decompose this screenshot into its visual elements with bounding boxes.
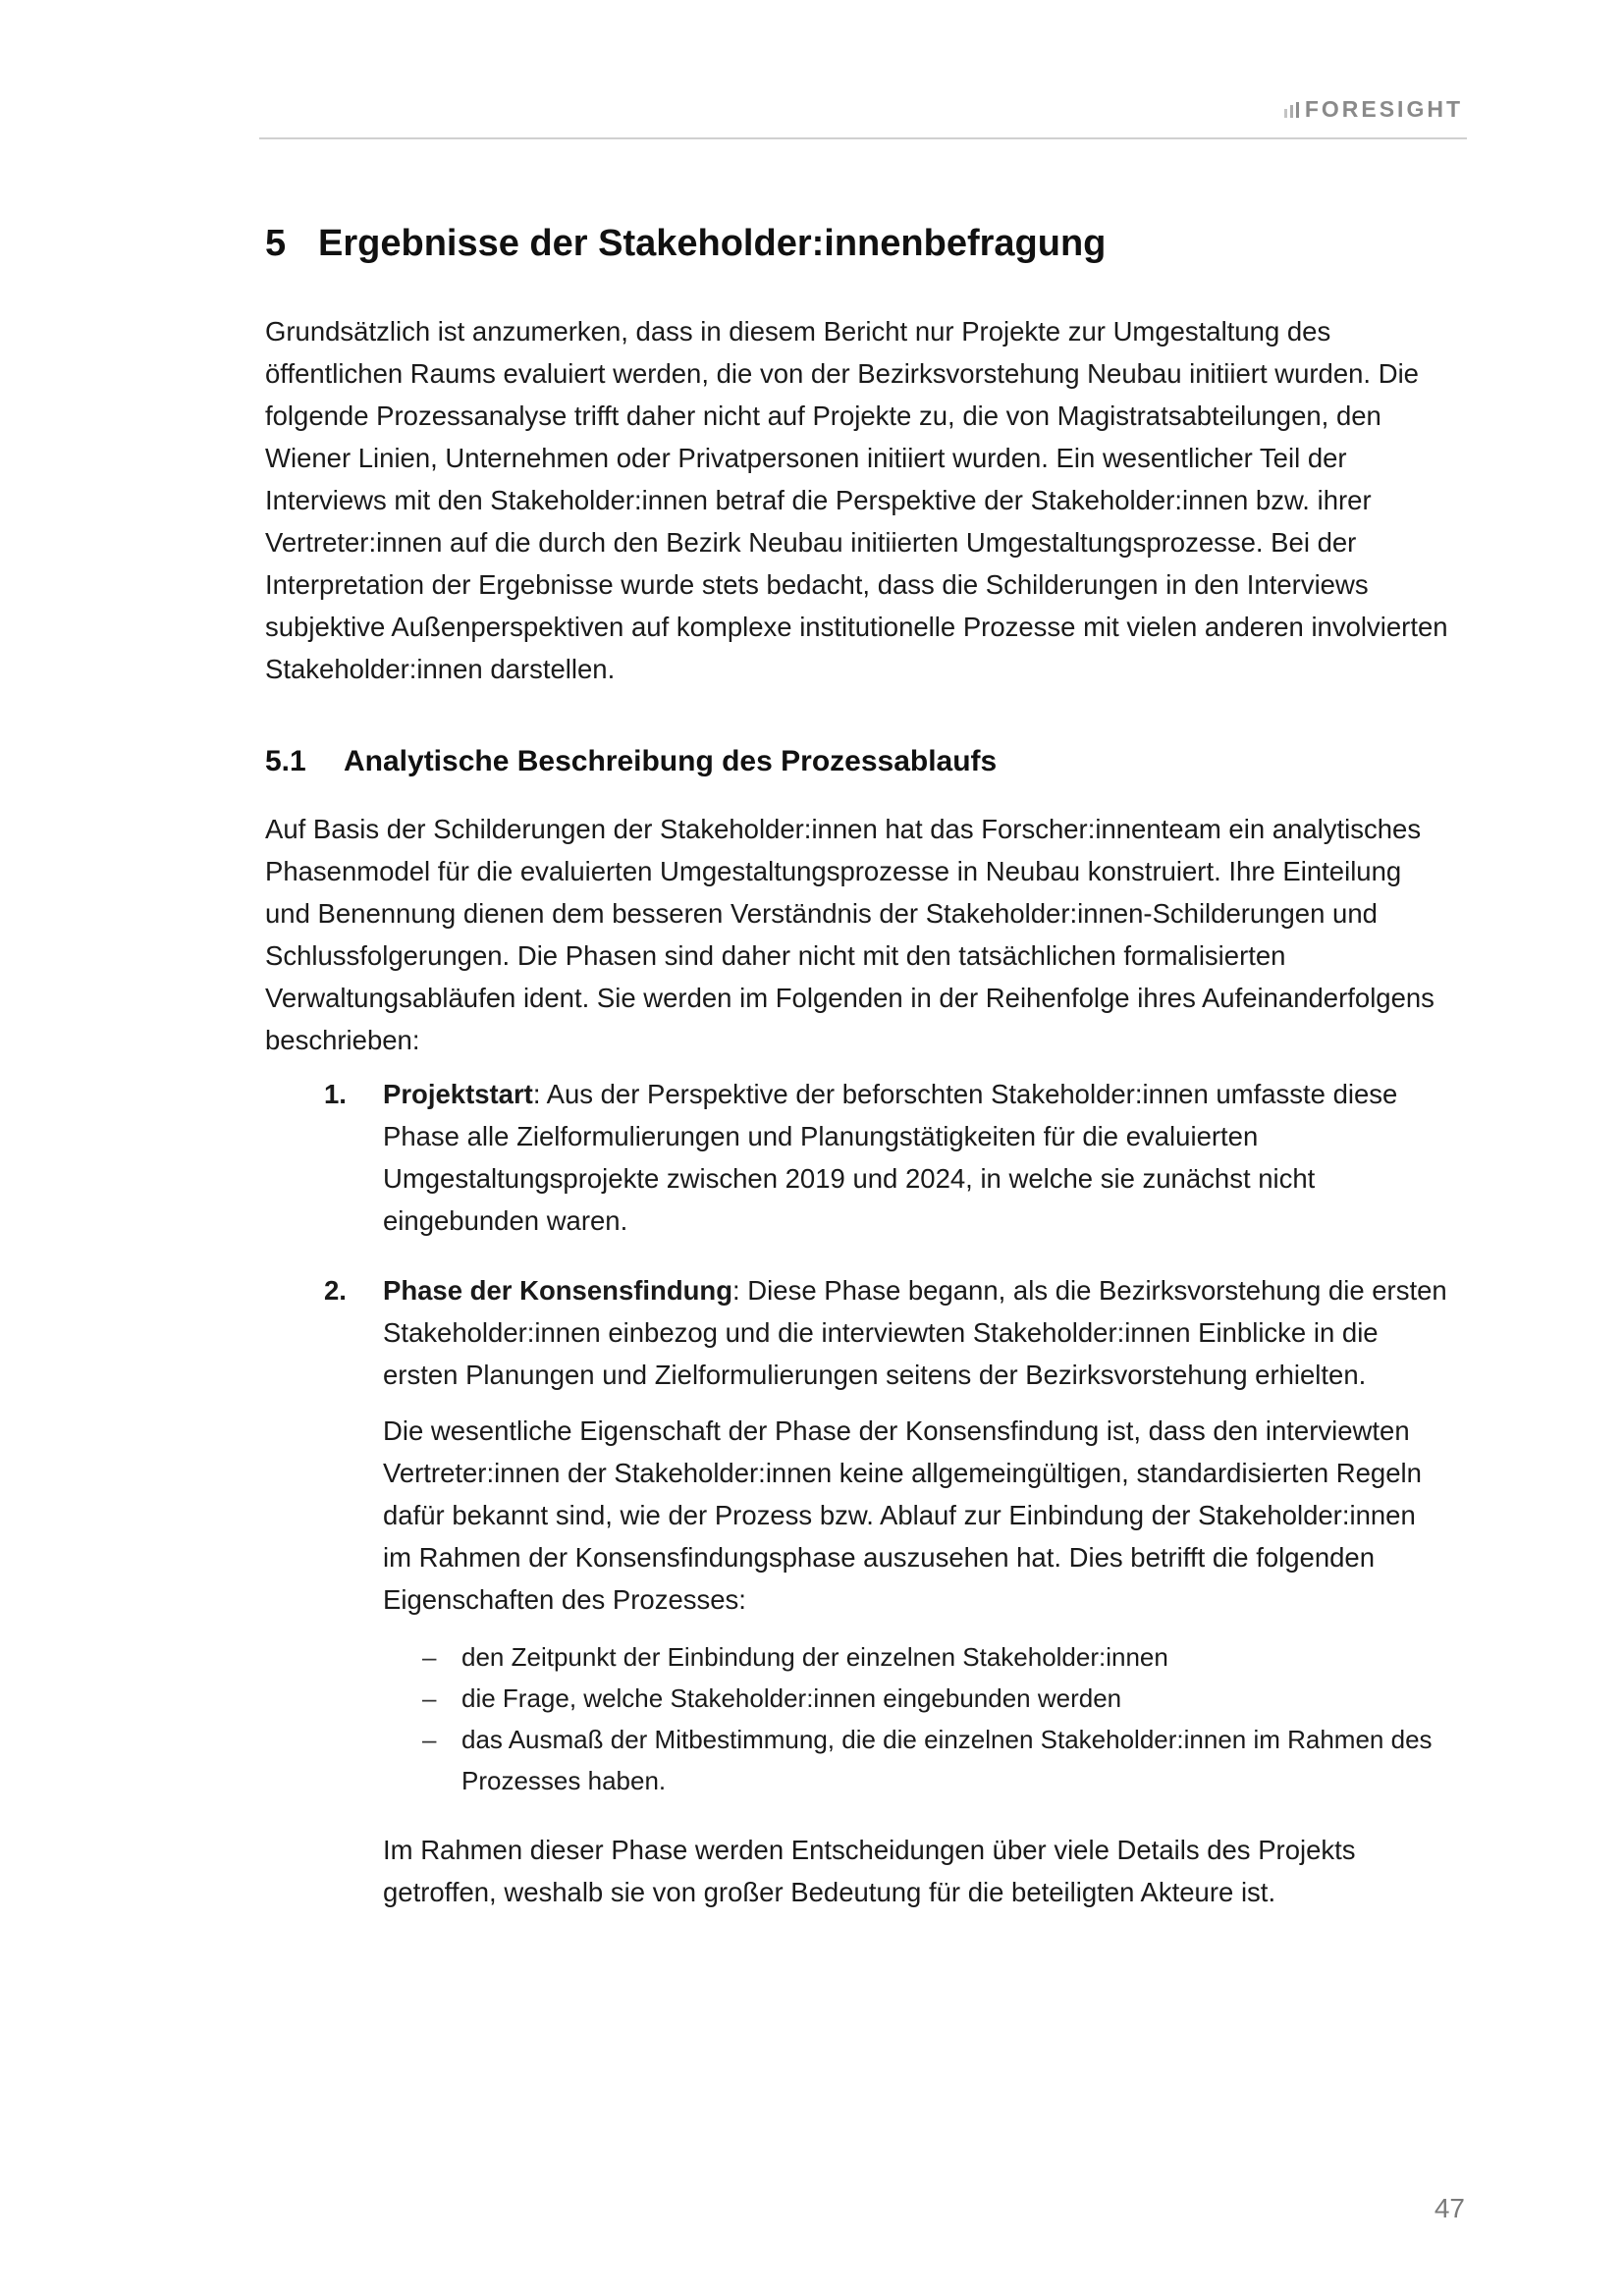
chapter-title: Ergebnisse der Stakeholder:innenbefragung [318,223,1107,264]
dash-bullet-icon: – [422,1725,437,1754]
phase-term: Phase der Konsensfindung [383,1275,733,1306]
section-title: Analytische Beschreibung des Prozessablaufs [344,745,998,777]
phase-item [324,1269,1451,1913]
list-item: – das Ausmaß der Mitbestimmung, die die einzelnen Stakeholder:innen im Rahmen des Prozesses haben. [383,1719,1451,1801]
page-header [259,94,1467,139]
list-item: – die Frage, welche Stakeholder:innen eingebunden werden [383,1678,1451,1719]
document-body [265,214,1451,1941]
brand-name: FORESIGHT [1304,96,1463,122]
phase-detail-paragraph: Die wesentliche Eigenschaft der Phase der Konsensfindung ist, dass den interviewten Vertreter:innen der Stakeholder:innen keine allgemeingültigen, standardisierten Regeln dafür bekannt sind, wie der Prozess bzw. Ablauf zur Einbindung der Stakeholder:innen im Rahmen der Konsensfindungsphase auszusehen hat. Dies betrifft die folgenden Eigenschaften des Prozesses: [383,1415,1422,1615]
property-list [383,1636,1451,1801]
page-number: 47 [1434,2193,1465,2223]
chapter-number: 5 [265,223,287,264]
section-number: 5.1 [265,745,306,777]
phase-text: : Diese Phase begann, als die Bezirksvorstehung die ersten Stakeholder:innen einbezog und die interviewten Stakeholder:innen Einblicke in die ersten Planungen und Zielformulierungen seitens der Bezirksvorstehung erhielten. [383,1275,1447,1390]
section-intro-paragraph: Auf Basis der Schilderungen der Stakeholder:innen hat das Forscher:innenteam ein analytisches Phasenmodel für die evaluierten Umgestaltungsprozesse in Neubau konstruiert. Ihre Einteilung und Benennung dienen dem besseren Verständnis der Stakeholder:innen-Schilderungen und Schlussfolgerungen. Die Phasen sind daher nicht mit den tatsächlichen formalisierten Verwaltungsabläufen ident. Sie werden im Folgenden in der Reihenfolge ihres Aufeinanderfolgens beschrieben: [265,814,1435,1055]
phase-item [324,1073,1451,1242]
phase-closing-paragraph: Im Rahmen dieser Phase werden Entscheidungen über viele Details des Projekts getroffen, weshalb sie von großer Bedeutung für die beteiligten Akteure ist. [383,1835,1356,1907]
phase-list [265,1073,1451,1913]
dash-bullet-icon: – [422,1642,437,1672]
brand-logo [1284,96,1463,123]
phase-number: 2. [324,1275,347,1306]
phase-text: : Aus der Perspektive der beforschten Stakeholder:innen umfasste diese Phase alle Zielformulierungen und Planungstätigkeiten für die evaluierten Umgestaltungsprojekte zwischen 2019 und 2024, in welche sie zunächst nicht eingebunden waren. [383,1079,1398,1236]
section-heading [265,737,1451,786]
phase-description [383,1073,1451,1242]
list-item: – den Zeitpunkt der Einbindung der einzelnen Stakeholder:innen [383,1636,1451,1678]
chapter-intro-paragraph: Grundsätzlich ist anzumerken, dass in diesem Bericht nur Projekte zur Umgestaltung des öffentlichen Raums evaluiert werden, die von der Bezirksvorstehung Neubau initiiert wurden. Die folgende Prozessanalyse trifft daher nicht auf Projekte zu, die von Magistratsabteilungen, den Wiener Linien, Unternehmen oder Privatpersonen initiiert wurden. Ein wesentlicher Teil der Interviews mit den Stakeholder:innen betraf die Perspektive der Stakeholder:innen bzw. ihrer Vertreter:innen auf die durch den Bezirk Neubau initiierten Umgestaltungsprozesse. Bei der Interpretation der Ergebnisse wurde stets bedacht, dass die Schilderungen in den Interviews subjektive Außenperspektiven auf komplexe institutionelle Prozesse mit vielen anderen involvierten Stakeholder:innen darstellen. [265,316,1448,684]
phase-term: Projektstart [383,1079,533,1109]
phase-number: 1. [324,1079,347,1109]
dash-bullet-icon: – [422,1683,437,1713]
phase-description [383,1269,1451,1396]
foresight-bars-icon [1284,102,1299,118]
chapter-heading [265,214,1451,273]
